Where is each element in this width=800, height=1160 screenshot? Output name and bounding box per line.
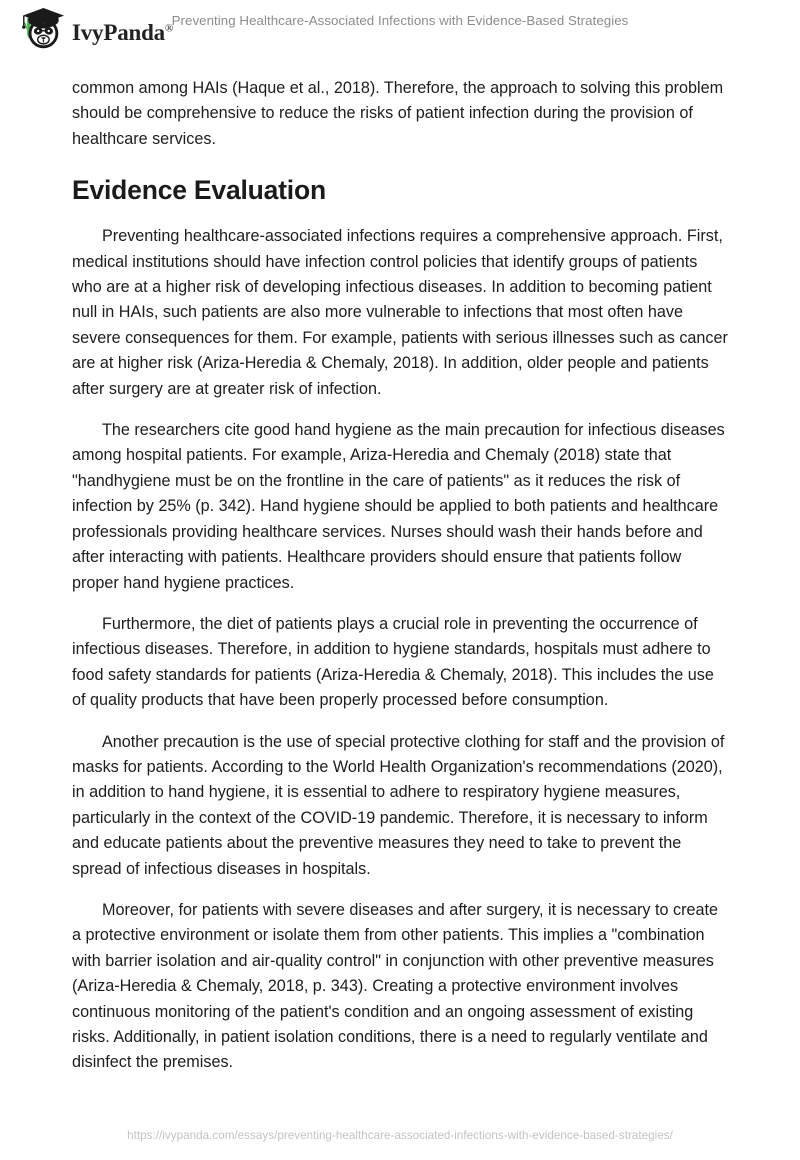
source-url-link[interactable]: https://ivypanda.com/essays/preventing-healthcare-associated-infections-with-evidence-based-strategies/ <box>127 1129 673 1142</box>
body-paragraph: Furthermore, the diet of patients plays a crucial role in preventing the occurrence of infectious diseases. Therefore, in addition to hygiene standards, hospitals must adhere to food safety standards for patients (Ariza-Heredia & Chemaly, 2018). This includes the use of quality products that have been properly processed before consumption. <box>72 614 714 710</box>
page-footer <box>0 1126 800 1144</box>
brand-name-text: IvyPanda <box>72 19 165 45</box>
body-paragraph: Preventing healthcare-associated infections requires a comprehensive approach. First, medical institutions should have infection control policies that identify groups of patients who are at a higher risk of developing infectious diseases. In addition to becoming patient null in HAIs, such patients are also more vulnerable to infections that most often have severe consequences for them. For example, patients with serious illnesses such as cancer are at higher risk (Ariza-Heredia & Chemaly, 2018). In addition, older people and patients after surgery are at greater risk of infection. <box>72 227 728 398</box>
page-header <box>0 0 800 64</box>
running-head-title: Preventing Healthcare-Associated Infections with Evidence-Based Strategies <box>171 13 629 28</box>
body-paragraph: Another precaution is the use of special protective clothing for staff and the provision of masks for patients. According to the World Health Organization's recommendations (2020), in addition to hand hygiene, it is essential to adhere to respiratory hygiene measures, particularly in the context of the COVID-19 pandemic. Therefore, it is necessary to inform and educate patients about the preventive measures they need to take to prevent the spread of infectious diseases in hospitals. <box>72 732 725 878</box>
body-paragraph: The researchers cite good hand hygiene as the main precaution for infectious diseases among hospital patients. For example, Ariza-Heredia and Chemaly (2018) state that "handhygiene must be on the frontline in the care of patients" as it reduces the risk of infection by 25% (p. 342). Hand hygiene should be applied to both patients and healthcare professionals providing healthcare services. Nurses should wash their hands before and after interacting with patients. Healthcare providers should ensure that patients follow proper hand hygiene practices. <box>72 421 725 592</box>
continued-paragraph: common among HAIs (Haque et al., 2018). Therefore, the approach to solving this problem should be comprehensive to reduce the risks of patient infection during the provision of healthcare services. <box>72 79 724 148</box>
registered-trademark-icon: ® <box>164 21 174 34</box>
document-body <box>72 76 728 1092</box>
body-paragraph: Moreover, for patients with severe diseases and after surgery, it is necessary to create a protective environment or isolate them from other patients. This implies a "combination with barrier isolation and air-quality control" in conjunction with other preventive measures (Ariza-Heredia & Chemaly, 2018, p. 343). Creating a protective environment involves continuous monitoring of the patient's condition and an ongoing assessment of existing risks. Additionally, in patient isolation conditions, there is a need to regularly ventilate and disinfect the premises. <box>72 900 719 1072</box>
section-heading-evidence-evaluation: Evidence Evaluation <box>72 175 326 206</box>
